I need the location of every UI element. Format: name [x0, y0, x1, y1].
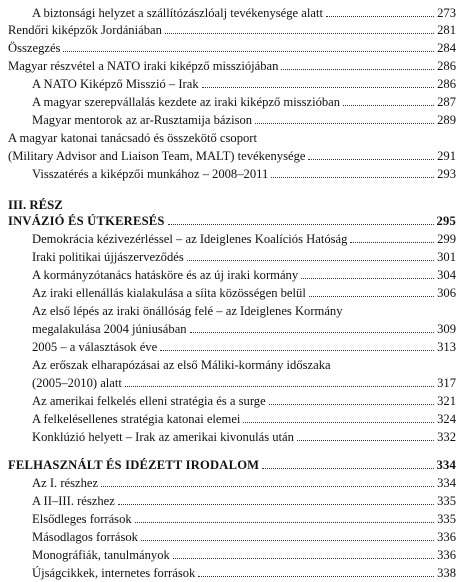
dot-leader: [198, 559, 434, 577]
dot-leader: [190, 315, 434, 333]
toc-page-number: 304: [435, 266, 456, 284]
toc-page-number: 334: [435, 474, 456, 492]
toc-entry-title: Magyar részvétel a NATO iraki kiképző missziójában: [8, 59, 279, 73]
toc-page-number: 273: [435, 4, 456, 22]
toc-page-number: 284: [435, 39, 456, 57]
dot-leader: [301, 261, 434, 279]
toc-page-number: 301: [435, 248, 456, 266]
toc-entry-title: Az első lépés az iraki önállóság felé – az Ideiglenes Kormány: [32, 304, 343, 318]
toc-entry-title: A biztonsági helyzet a szállítózászlóalj tevékenysége alatt: [32, 6, 323, 20]
dot-leader: [243, 405, 434, 423]
toc-entry-title: Monográfiák, tanulmányok: [32, 548, 170, 562]
part-label: III. RÉSZ: [8, 198, 63, 212]
toc-page-number: 334: [436, 458, 456, 472]
toc-page-number: 286: [435, 75, 456, 93]
toc-entry-title: Visszatérés a kiképzői munkához – 2008–2011: [32, 167, 269, 181]
dot-leader: [262, 451, 434, 469]
toc-entry-title: FELHASZNÁLT ÉS IDÉZETT IRODALOM: [8, 458, 260, 472]
toc-page-number: 291: [435, 147, 456, 165]
toc-entry-title: Másodlagos források: [32, 530, 138, 544]
toc-page-number: 313: [435, 338, 456, 356]
toc-entry: [0, 165, 475, 183]
dot-leader: [165, 16, 434, 34]
toc-entry-title: Magyar mentorok az ar-Rusztamija bázison: [32, 113, 253, 127]
toc-page-number: 336: [435, 528, 456, 546]
dot-leader: [118, 487, 434, 505]
toc-entry-title: A NATO Kiképző Misszió – Irak: [32, 77, 199, 91]
toc-page-number: 299: [435, 230, 456, 248]
toc-entry-title: A felkelésellenes stratégia katonai elemei: [32, 412, 241, 426]
dot-leader: [187, 243, 434, 261]
toc-page-number: 295: [436, 214, 456, 228]
toc-page-number: 281: [435, 21, 456, 39]
toc-entry-title: A magyar katonai tanácsadó és összekötő csoport: [8, 131, 258, 145]
toc-entry-title: Elsődleges források: [32, 512, 132, 526]
toc-entry: [0, 284, 475, 302]
toc-entry-title: Iraki politikai újjászerveződés: [32, 250, 184, 264]
toc-entry-title: (Military Advisor and Liaison Team, MALT) tevékenysége: [8, 149, 306, 163]
dot-leader: [269, 387, 434, 405]
toc-entry-title: Az erőszak elharapózásai az első Máliki-kormány időszaka: [32, 358, 331, 372]
toc-page-number: 293: [435, 165, 456, 183]
toc-page-number: 324: [435, 410, 456, 428]
toc-page-number: 321: [435, 392, 456, 410]
dot-leader: [350, 225, 434, 243]
toc-page-number: 286: [435, 57, 456, 75]
dot-leader: [135, 505, 434, 523]
toc-entry-title: Az I. részhez: [32, 476, 99, 490]
dot-leader: [141, 523, 434, 541]
toc-entry-title: Újságcikkek, internetes források: [32, 566, 196, 580]
toc-entry-title: A II–III. részhez: [32, 494, 115, 508]
toc-page-number: 335: [435, 510, 456, 528]
toc-page-number: 317: [435, 374, 456, 392]
dot-leader: [343, 88, 434, 106]
toc-page-number: 289: [435, 111, 456, 129]
toc-entry: [0, 338, 475, 356]
dot-leader: [281, 52, 434, 70]
toc-entry-title: Összegzés: [8, 41, 61, 55]
toc-entry-title: A kormányzótanács hatásköre és az új iraki kormány: [32, 268, 299, 282]
toc-entry: [0, 428, 475, 446]
toc-entry-title: Demokrácia kézivezérléssel – az Ideiglenes Koalíciós Hatóság: [32, 232, 348, 246]
dot-leader: [168, 207, 434, 225]
toc-entry-title: Konklúzió helyett – Irak az amerikai kivonulás után: [32, 430, 294, 444]
toc-page-number: 335: [435, 492, 456, 510]
toc-entry-title: INVÁZIÓ ÉS ÚTKERESÉS: [8, 214, 165, 228]
toc-page-number: 309: [435, 320, 456, 338]
toc-entry-title: (2005–2010) alatt: [32, 376, 122, 390]
dot-leader: [173, 541, 434, 559]
toc-page-number: 336: [435, 546, 456, 564]
toc-entry-title: 2005 – a választások éve: [32, 340, 158, 354]
toc-entry-title: Az iraki ellenállás kialakulása a síita közösségen belül: [32, 286, 306, 300]
dot-leader: [160, 333, 434, 351]
dot-leader: [63, 34, 434, 52]
dot-leader: [326, 0, 434, 17]
dot-leader: [271, 160, 434, 178]
dot-leader: [309, 279, 434, 297]
toc-entry: [0, 111, 475, 129]
toc-entry-title: Az amerikai felkelés elleni stratégia és a surge: [32, 394, 266, 408]
toc-entry: [0, 564, 475, 582]
toc-page-number: 338: [435, 564, 456, 582]
toc-entry-title: Rendőri kiképzők Jordániában: [8, 23, 162, 37]
toc-page-number: 332: [435, 428, 456, 446]
toc-entry-title: A magyar szerepvállalás kezdete az iraki kiképző misszióban: [32, 95, 341, 109]
toc-entry-title: megalakulása 2004 júniusában: [32, 322, 187, 336]
dot-leader: [202, 70, 434, 88]
dot-leader: [297, 423, 434, 441]
toc-page-number: 306: [435, 284, 456, 302]
dot-leader: [125, 369, 434, 387]
dot-leader: [255, 106, 434, 124]
toc-page-number: 287: [435, 93, 456, 111]
dot-leader: [308, 142, 434, 160]
dot-leader: [101, 469, 434, 487]
